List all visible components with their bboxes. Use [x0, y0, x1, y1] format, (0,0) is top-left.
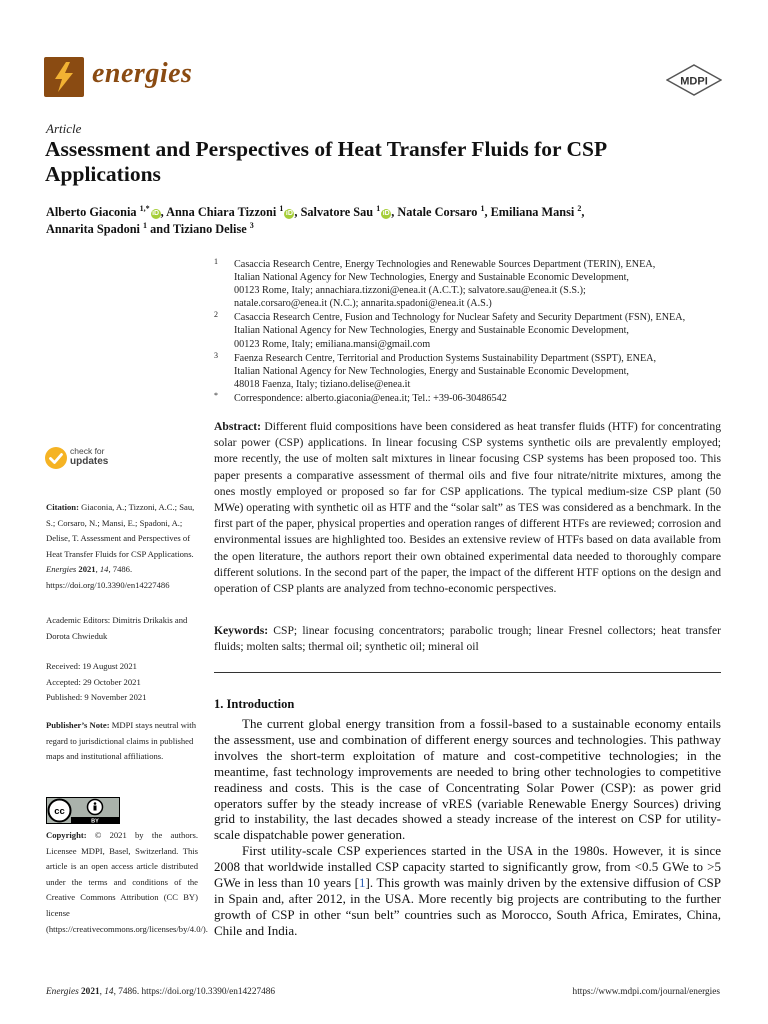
- affiliation-line: Italian National Agency for New Technologies, Energy and Sustainable Economic Development,: [234, 272, 629, 284]
- article-type: Article: [46, 121, 82, 136]
- publisher-note-label: Publisher’s Note:: [46, 720, 110, 730]
- footer-citation: Energies 2021, 14, 7486. https://doi.org/10.3390/en14227486: [46, 987, 276, 997]
- mdpi-logo-icon: [666, 64, 722, 96]
- author-name: Emiliana Mansi: [490, 205, 575, 219]
- abstract: [214, 419, 721, 597]
- journal-logo-icon: [44, 57, 84, 97]
- citation-year: 2021: [78, 564, 96, 575]
- reference-link[interactable]: 1: [358, 875, 366, 891]
- citation-text: Giaconia, A.; Tizzoni, A.C.; Sau, S.; Corsaro, N.; Mansi, E.; Spadoni, A.; Delise, T. Assessment and Perspectives of Heat Transfer Fluids for CSP Applications.: [46, 502, 195, 559]
- abstract-text: Different fluid compositions have been considered as heat transfer fluids (HTF) for concentrating solar power (CSP) applications. In linear focusing CSP systems synthetic oils are prevalently employed; more recently, the use of molten salt mixtures in linear focusing CSP systems has been proposed too. This paper presents a comparative assessment of thermal oils and five four nitrate/nitrite mixtures, among the ones mostly employed or proposed so far for CSP applications. The typical medium-size CSP plant (50 MWe) operating with synthetic oil as HTF and the “solar salt” as TES was considered as a benchmark. In the first part of the paper, physical properties and operation ranges of different HTFs are reviewed; corrosion and environmental issues are highlighted too. Besides an extensive review of HTFs based on data available from the open literature, the authors report their own obtained experimental data needed to thoroughly compare different solutions. In the second part of the paper, the impact of the different HTF options on the design and operation of CSP plants are analyzed from techno-economic perspectives.: [214, 420, 722, 596]
- author-conjunction: and: [150, 222, 170, 236]
- check-for-updates-line: check for: [70, 446, 105, 456]
- paragraph-text: ]. This growth was mainly driven by the extensive diffusion of CSP in Spain and, after 2012, in the USA. More recently big projects are contributing to the further growth of CSP in other “sun belt” countries such as Morocco, South Africa, Emirates, China, Chile and India.: [214, 875, 721, 938]
- cc-by-label: BY: [91, 818, 99, 824]
- affiliation-number: 2: [214, 310, 218, 320]
- footer-journal-url[interactable]: https://www.mdpi.com/journal/energies: [572, 987, 720, 997]
- paragraph-text: First utility-scale CSP experiences started in the USA in the 1980s. However, it is since 2008 that worldwide installed CSP capacity started to significantly grow, from <0.5 GWe to >5 GWe in less than 10 years [: [214, 843, 721, 891]
- orcid-icon[interactable]: iD: [382, 210, 390, 217]
- author-name: Anna Chiara Tizzoni: [166, 205, 277, 219]
- citation-label: Citation:: [46, 502, 79, 512]
- introduction-body: [214, 716, 721, 939]
- mdpi-logo-text: MDPI: [680, 75, 708, 88]
- check-for-updates-icon[interactable]: [44, 446, 68, 470]
- citation-journal: Energies: [46, 564, 77, 575]
- section-divider: [214, 672, 721, 673]
- author-affiliation-mark: 1,*: [139, 203, 150, 213]
- author-name: Alberto Giaconia: [46, 205, 137, 219]
- affiliation-line: Casaccia Research Centre, Energy Technologies and Renewable Sources Department (TERIN), ENEA,: [234, 259, 656, 270]
- orcid-icon[interactable]: iD: [285, 210, 293, 217]
- affiliation-line: natale.corsaro@enea.it (N.C.); annarita.spadoni@enea.it (A.S.): [234, 298, 492, 310]
- affiliation-line: Italian National Agency for New Technologies, Energy and Sustainable Economic Development,: [234, 325, 629, 337]
- author-list: Alberto Giaconia $^{1,*}$iD , Anna Chiara Tizzoni $^1$iD , Salvatore Sau $^1$iD , Natale Corsaro $^1$, Emiliana Mansi $^2$, Annarita Spadoni $^1$ and Tiziano Delise $^3$: [46, 203, 585, 236]
- author-affiliation-mark: 3: [249, 220, 254, 230]
- author-name: Natale Corsaro: [397, 205, 478, 219]
- affiliation-number: 1: [214, 257, 218, 266]
- svg-text:cc: cc: [54, 806, 65, 817]
- check-for-updates-label[interactable]: [70, 446, 108, 468]
- affiliation-number: 3: [214, 350, 218, 360]
- keywords-text: CSP; linear focusing concentrators; parabolic trough; linear Fresnel collectors; heat transfer fluids; molten salts; thermal oil; synthetic oil; mineral oil: [214, 624, 722, 654]
- publication-dates: [46, 659, 198, 706]
- check-for-updates-line: updates: [70, 456, 109, 467]
- footer-volume: 14: [104, 987, 114, 997]
- correspondence-item: [214, 392, 724, 405]
- copyright-label: Copyright:: [46, 830, 87, 840]
- author-name: Salvatore Sau: [300, 205, 374, 219]
- abstract-label: Abstract:: [214, 420, 262, 433]
- published-date: Published: 9 November 2021: [46, 692, 147, 703]
- affiliations: [214, 258, 724, 406]
- affiliation-item: [214, 311, 724, 350]
- received-date: Received: 19 August 2021: [46, 661, 137, 671]
- affiliation-line: 00123 Rome, Italy; emiliana.mansi@gmail.com: [234, 338, 431, 350]
- publisher-note: [46, 718, 198, 765]
- affiliation-line: Faenza Research Centre, Territorial and Production Systems Sustainability Department (SSPT), ENEA,: [234, 352, 657, 364]
- orcid-icon[interactable]: iD: [152, 210, 160, 217]
- citation-volume: 14: [99, 564, 109, 575]
- affiliation-number: *: [214, 390, 218, 400]
- keywords-label: Keywords:: [214, 624, 269, 637]
- footer-doi[interactable]: , 7486. https://doi.org/10.3390/en14227486: [113, 987, 276, 997]
- citation-block: Citation: Giaconia, A.; Tizzoni, A.C.; Sau, S.; Corsaro, N.; Mansi, E.; Spadoni, A.; Delise, T. Assessment and Perspectives of Heat Transfer Fluids for CSP Applications. Energies 2021, 14, 7486. https://doi.org/10.3390/en14227486: [46, 502, 195, 590]
- paragraph: [214, 843, 721, 938]
- correspondence-line: Correspondence: alberto.giaconia@enea.it; Tel.: +39-06-30486542: [234, 392, 507, 404]
- citation-doi[interactable]: , 7486. https://doi.org/10.3390/en14227486: [46, 564, 170, 590]
- academic-editors: Academic Editors: Dimitris Drikakis and Dorota Chwieduk: [46, 615, 188, 641]
- author-affiliation-mark: 1: [376, 203, 381, 213]
- creative-commons-by-icon[interactable]: [46, 797, 120, 824]
- keywords: [214, 623, 721, 655]
- article-title: Assessment and Perspectives of Heat Transfer Fluids for CSP Applications: [45, 137, 606, 186]
- publisher-note-text: MDPI stays neutral with regard to jurisdictional claims in published maps and institutional affiliations.: [46, 720, 196, 762]
- section-heading: 1. Introduction: [214, 697, 295, 711]
- author-name: Annarita Spadoni: [46, 222, 140, 236]
- footer-year: 2021: [81, 987, 100, 997]
- affiliation-item: [214, 352, 724, 391]
- journal-name: energies: [92, 58, 193, 89]
- author-affiliation-mark: 1: [279, 203, 284, 213]
- affiliation-line: Italian National Agency for New Technologies, Energy and Sustainable Economic Development,: [234, 365, 629, 377]
- author-affiliation-mark: 1: [480, 203, 485, 213]
- copyright-text: © 2021 by the authors. Licensee MDPI, Basel, Switzerland. This article is an open access article distributed under the terms and conditions of the Creative Commons Attribution (CC BY) license (https://creativecommons.org/licenses/by/4.0/).: [46, 830, 208, 934]
- affiliation-line: 00123 Rome, Italy; annachiara.tizzoni@enea.it (A.C.T.); salvatore.sau@enea.it (S.S.);: [234, 285, 586, 297]
- copyright-notice: [46, 828, 208, 937]
- author-affiliation-mark: 2: [577, 203, 582, 213]
- affiliation-line: Casaccia Research Centre, Fusion and Technology for Nuclear Safety and Security Department (FSN), ENEA,: [234, 312, 686, 324]
- author-affiliation-mark: 1: [143, 220, 148, 230]
- author-name: Tiziano Delise: [172, 222, 247, 236]
- affiliation-item: [214, 258, 724, 310]
- accepted-date: Accepted: 29 October 2021: [46, 676, 141, 687]
- footer-journal: Energies: [46, 987, 79, 997]
- affiliation-line: 48018 Faenza, Italy; tiziano.delise@enea.it: [234, 378, 411, 390]
- paragraph: The current global energy transition from a fossil-based to a sustainable economy entails the assessment, use and combination of different energy sources and technologies. This pathway involves the short-term exploitation of mature and cost-competitive technologies; in the meantime, fast technology improvements are needed to bring other technologies to competitive readiness and costs. This is the case of Concentrating Solar Power (CSP): as power grid operators suffer by the steady increase of vRES (variable Renewable Energy Sources) driving grid to instability, the last decades showed a steady increase of the interest on CSP for utility-scale dispatchable power generation.: [214, 716, 721, 843]
